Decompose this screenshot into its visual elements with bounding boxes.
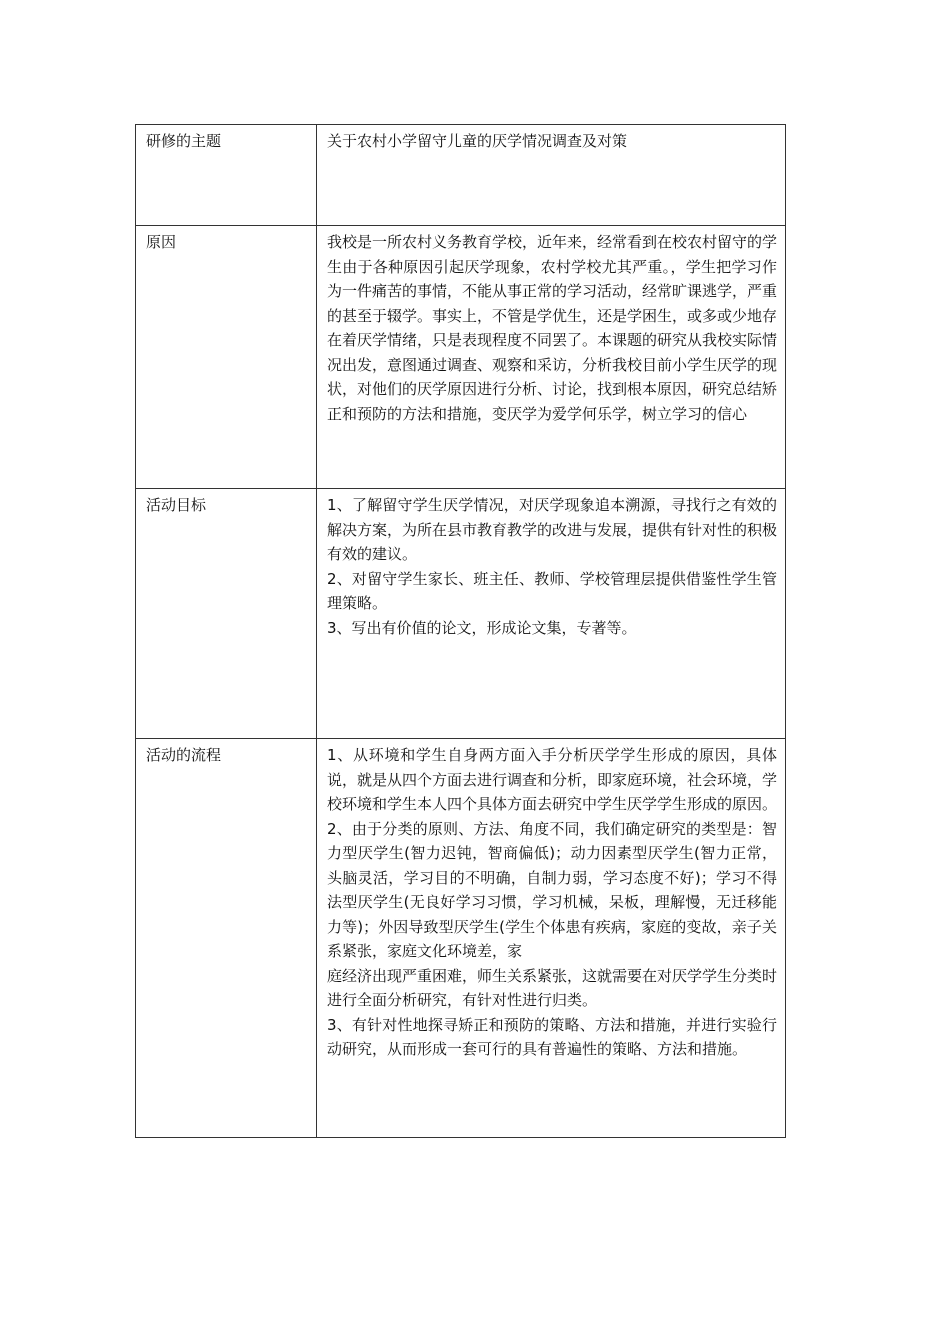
topic-label: 研修的主题 [146,132,222,150]
process-label: 活动的流程 [146,746,222,764]
content-cell-process [317,739,786,1138]
topic-text: 关于农村小学留守儿童的厌学情况调查及对策 [327,132,628,150]
label-cell-topic [136,125,317,226]
goal-label: 活动目标 [146,496,207,514]
research-plan-table [135,124,786,1138]
content-cell-goal [317,489,786,739]
table-row-reason [136,226,786,489]
label-cell-process [136,739,317,1138]
process-item-2-continued: 庭经济出现严重困难，师生关系紧张，这就需要在对厌学学生分类时进行全面分析研究，有针对性进行归类。 [327,966,778,1009]
reason-text: 我校是一所农村义务教育学校，近年来，经常看到在校农村留守的学生由于各种原因引起厌学现象，农村学校尤其严重。，学生把学习作为一件痛苦的事情，不能从事正常的学习活动，经常旷课逃学，严重的甚至于辍学。事实上，不管是学优生，还是学困生，或多或少地存在着厌学情绪，只是表现程度不同罢了。本课题的研究从我校实际情况出发，意图通过调查、观察和采访，分析我校目前小学生厌学的现状，对他们的厌学原因进行分析、讨论，找到根本原因，研究总结矫正和预防的方法和措施，变厌学为爱学何乐学，树立学习的信心 [327,233,778,423]
table-row-process [136,739,786,1138]
table-row-topic [136,125,786,226]
content-cell-reason [317,226,786,489]
label-cell-reason [136,226,317,489]
table-row-goal [136,489,786,739]
goal-item-3: 3、写出有价值的论文，形成论文集，专著等。 [327,618,637,637]
label-cell-goal [136,489,317,739]
goal-item-2: 2、对留守学生家长、班主任、教师、学校管理层提供借鉴性学生管理策略。 [327,569,777,612]
reason-label: 原因 [146,233,177,251]
goal-item-1: 1、了解留守学生厌学情况，对厌学现象追本溯源，寻找行之有效的解决方案，为所在县市教育教学的改进与发展，提供有针对性的积极有效的建议。 [327,496,778,563]
process-item-1: 1、从环境和学生自身两方面入手分析厌学学生形成的原因，具体说，就是从四个方面去进行调查和分析，即家庭环境，社会环境，学校环境和学生本人四个具体方面去研究中学生厌学学生形成的原因。 [327,746,778,813]
process-item-3: 3、有针对性地探寻矫正和预防的策略、方法和措施，并进行实验行动研究，从而形成一套可行的具有普遍性的策略、方法和措施。 [327,1015,777,1058]
process-item-2: 2、由于分类的原则、方法、角度不同，我们确定研究的类型是：智力型厌学生(智力迟钝，智商偏低)；动力因素型厌学生(智力正常，头脑灵活，学习目的不明确，自制力弱，学习态度不好)；学习不得法型厌学生(无良好学习习惯，学习机械，呆板，理解慢，无迁移能力等)；外因导致型厌学生(学生个体患有疾病，家庭的变故，亲子关系紧张，家庭文化环境差，家 [327,819,777,960]
content-cell-topic [317,125,786,226]
